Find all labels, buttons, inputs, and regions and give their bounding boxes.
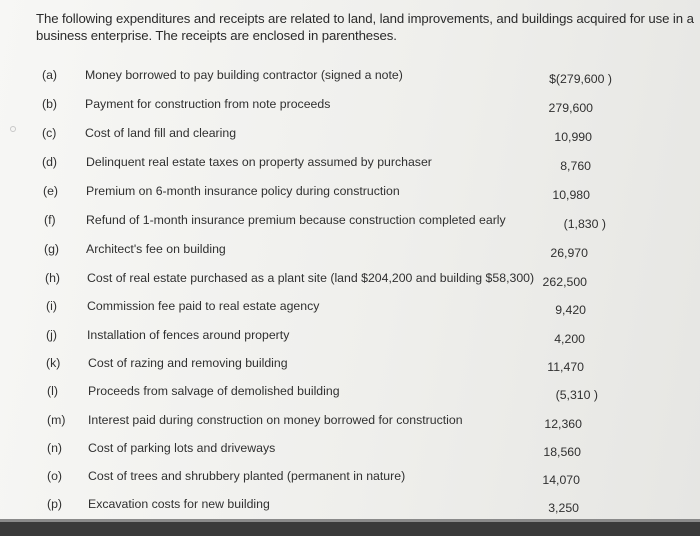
item-description: Installation of fences around property [87, 328, 290, 342]
item-description: Interest paid during construction on money borrowed for construction [88, 413, 463, 427]
item-description: Architect's fee on building [86, 242, 226, 256]
item-amount: 10,990 [554, 130, 592, 144]
item-letter: (j) [46, 328, 57, 342]
item-amount: 9,420 [555, 303, 586, 317]
list-item-o [0, 469, 700, 491]
item-letter: (i) [46, 299, 57, 313]
item-description: Delinquent real estate taxes on property assumed by purchaser [86, 155, 432, 169]
list-item-p [0, 497, 700, 519]
item-letter: (p) [47, 497, 63, 511]
item-description: Cost of razing and removing building [88, 356, 288, 370]
item-amount: 14,070 [542, 473, 580, 487]
item-letter: (l) [47, 384, 58, 398]
item-amount: 26,970 [550, 246, 588, 260]
item-amount: $(279,600 ) [549, 72, 612, 86]
item-letter: (k) [46, 356, 61, 370]
item-letter: (d) [42, 155, 58, 169]
list-item-c [0, 126, 700, 148]
item-amount: 279,600 [548, 101, 593, 115]
item-description: Payment for construction from note proceeds [85, 97, 331, 111]
item-letter: (f) [44, 213, 56, 227]
item-letter: (g) [44, 242, 60, 256]
item-amount: (5,310 ) [555, 388, 598, 402]
list-item-b [0, 97, 700, 119]
list-item-j [0, 328, 700, 350]
list-item-h [0, 271, 700, 293]
item-letter: (c) [42, 126, 57, 140]
list-item-f [0, 213, 700, 235]
list-item-d [0, 155, 700, 177]
item-amount: 8,760 [560, 159, 591, 173]
item-letter: (b) [42, 97, 58, 111]
list-item-i [0, 299, 700, 321]
bottom-edge-bar [0, 519, 700, 536]
item-description: Money borrowed to pay building contractor (signed a note) [85, 68, 403, 82]
list-item-k [0, 356, 700, 378]
item-description: Cost of land fill and clearing [85, 126, 237, 140]
item-description: Cost of trees and shrubbery planted (permanent in nature) [88, 469, 406, 483]
item-amount: 3,250 [548, 501, 579, 515]
item-description: Premium on 6-month insurance policy during construction [86, 184, 400, 198]
item-amount: 262,500 [542, 275, 587, 289]
item-letter: (n) [47, 441, 63, 455]
list-item-n [0, 441, 700, 463]
item-description: Commission fee paid to real estate agency [87, 299, 320, 313]
list-item-e [0, 184, 700, 206]
item-letter: (a) [42, 68, 58, 82]
item-letter: (m) [47, 413, 66, 427]
item-description: Cost of real estate purchased as a plant site (land $204,200 and building $58,300) [87, 271, 535, 285]
item-amount: 11,470 [547, 360, 584, 374]
item-letter: (e) [43, 184, 59, 198]
list-item-a [0, 68, 700, 90]
bottom-edge-strip [0, 519, 700, 522]
item-amount: (1,830 ) [563, 217, 606, 231]
item-amount: 12,360 [544, 417, 582, 431]
list-item-m [0, 413, 700, 435]
item-amount: 10,980 [552, 188, 590, 202]
item-description: Excavation costs for new building [88, 497, 270, 511]
list-item-l [0, 384, 700, 406]
item-description: Cost of parking lots and driveways [88, 441, 276, 455]
list-item-g [0, 242, 700, 264]
item-letter: (o) [47, 469, 63, 483]
item-amount: 4,200 [554, 332, 585, 346]
item-description: Proceeds from salvage of demolished building [88, 384, 340, 398]
intro-paragraph: The following expenditures and receipts are related to land, land improvements, and buildings acquired for use in a business enterprise. The receipts are enclosed in parentheses. [36, 11, 694, 43]
item-description: Refund of 1-month insurance premium because construction completed early [86, 213, 506, 227]
item-amount: 18,560 [543, 445, 581, 459]
item-letter: (h) [45, 271, 61, 285]
